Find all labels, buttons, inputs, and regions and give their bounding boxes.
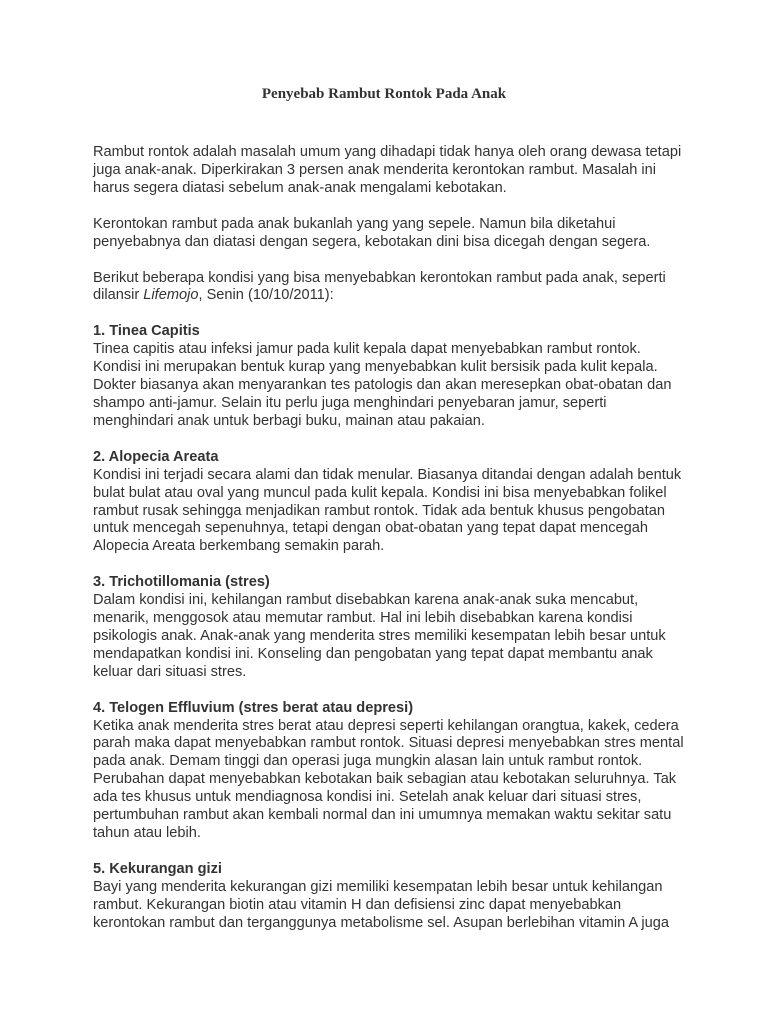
text-line: kerontokan rambut dan terganggunya metabolisme sel. Asupan berlebihan vitamin A juga	[93, 914, 670, 931]
text-line: Bayi yang menderita kekurangan gizi memiliki kesempatan lebih besar untuk kehilangan	[93, 878, 663, 895]
text-line: ada tes khusus untuk mendiagnosa kondisi ini. Setelah anak keluar dari situasi stres,	[93, 789, 642, 806]
text-line: keluar dari situasi stres.	[93, 663, 247, 680]
section-5	[93, 861, 693, 933]
text-line: Dokter biasanya akan menyarankan tes patologis dan akan meresepkan obat-obatan dan	[93, 377, 672, 394]
document-title: Penyebab Rambut Rontok Pada Anak	[261, 86, 507, 102]
section-heading: 5. Kekurangan gizi	[93, 860, 222, 877]
text-line: tahun atau lebih.	[93, 825, 201, 841]
text-line: rambut rusak sehingga menjadikan rambut rontok. Tidak ada bentuk khusus pengobatan	[93, 502, 665, 519]
source-paragraph	[93, 270, 693, 306]
text-line: penyebabnya dan diatasi dengan segera, kebotakan dini bisa dicegah dengan segera.	[93, 233, 651, 250]
intro-paragraph-1	[93, 144, 693, 198]
section-heading: 1. Tinea Capitis	[93, 323, 200, 340]
section-heading: 2. Alopecia Areata	[93, 448, 219, 465]
section-heading: 4. Telogen Effluvium (stres berat atau depresi)	[93, 699, 414, 716]
text-line: mendapatkan kondisi ini. Konseling dan pengobatan yang tepat dapat membantu anak	[93, 645, 653, 662]
text-line: Rambut rontok adalah masalah umum yang dihadapi tidak hanya oleh orang dewasa tetapi	[93, 144, 682, 160]
text-line: untuk mencegah sepenuhnya, tetapi dengan obat-obatan yang tepat dapat mencegah	[93, 520, 648, 537]
section-3	[93, 574, 693, 681]
section-1	[93, 323, 693, 430]
text-line: parah maka dapat menyebabkan rambut rontok. Situasi depresi menyebabkan stres mental	[93, 735, 684, 752]
text-line: pertumbuhan rambut akan kembali normal dan ini umumnya memakan waktu sekitar satu	[93, 807, 672, 824]
document-body	[93, 144, 693, 951]
source-name: Lifemojo	[143, 287, 199, 304]
text-line: psikologis anak. Anak-anak yang menderita stres memiliki kesempatan lebih besar untuk	[93, 627, 666, 644]
text-line: bulat bulat atau oval yang muncul pada kulit kepala. Kondisi ini bisa menyebabkan folikel	[93, 484, 667, 501]
text-line: Dalam kondisi ini, kehilangan rambut disebabkan karena anak-anak suka mencabut,	[93, 592, 639, 609]
sections-list	[93, 323, 693, 932]
text-line: Ketika anak menderita stres berat atau depresi seperti kehilangan orangtua, kakek, cedera	[93, 717, 679, 734]
text-line: rambut. Kekurangan biotin atau vitamin H dan defisiensi zinc dapat menyebabkan	[93, 896, 622, 913]
text-line: Kondisi ini terjadi secara alami dan tidak menular. Biasanya ditandai dengan adalah bentuk	[93, 466, 682, 483]
text-line: Kerontokan rambut pada anak bukanlah yang yang sepele. Namun bila diketahui	[93, 215, 616, 232]
source-line	[93, 287, 693, 305]
text-line: menghindari anak untuk berbagi buku, mainan atau pakaian.	[93, 412, 485, 429]
source-prefix: dilansir	[93, 287, 144, 304]
text-line: shampo anti-jamur. Selain itu perlu juga menghindari penyebaran jamur, seperti	[93, 394, 607, 411]
text-line: Tinea capitis atau infeksi jamur pada kulit kepala dapat menyebabkan rambut rontok.	[93, 341, 641, 358]
text-line: Berikut beberapa kondisi yang bisa menyebabkan kerontokan rambut pada anak, seperti	[93, 269, 666, 286]
section-heading: 3. Trichotillomania (stres)	[93, 574, 270, 591]
text-line: harus segera diatasi sebelum anak-anak mengalami kebotakan.	[93, 179, 507, 196]
text-line: Kondisi ini merupakan bentuk kurap yang menyebabkan kulit bersisik pada kulit kepala.	[93, 359, 658, 376]
text-line: Perubahan dapat menyebabkan kebotakan baik sebagian atau kebotakan seluruhnya. Tak	[93, 771, 677, 788]
text-line: menarik, menggosok atau memutar rambut. Hal ini lebih disebabkan karena kondisi	[93, 610, 633, 627]
text-line: pada anak. Demam tinggi dan operasi juga mungkin alasan lain untuk rambut rontok.	[93, 753, 643, 770]
text-line: juga anak-anak. Diperkirakan 3 persen anak menderita kerontokan rambut. Masalah ini	[93, 161, 656, 178]
intro-paragraph-2	[93, 216, 693, 252]
source-suffix: , Senin (10/10/2011):	[198, 287, 334, 304]
section-2	[93, 449, 693, 556]
text-line: Alopecia Areata berkembang semakin parah.	[93, 538, 385, 555]
section-4	[93, 700, 693, 843]
